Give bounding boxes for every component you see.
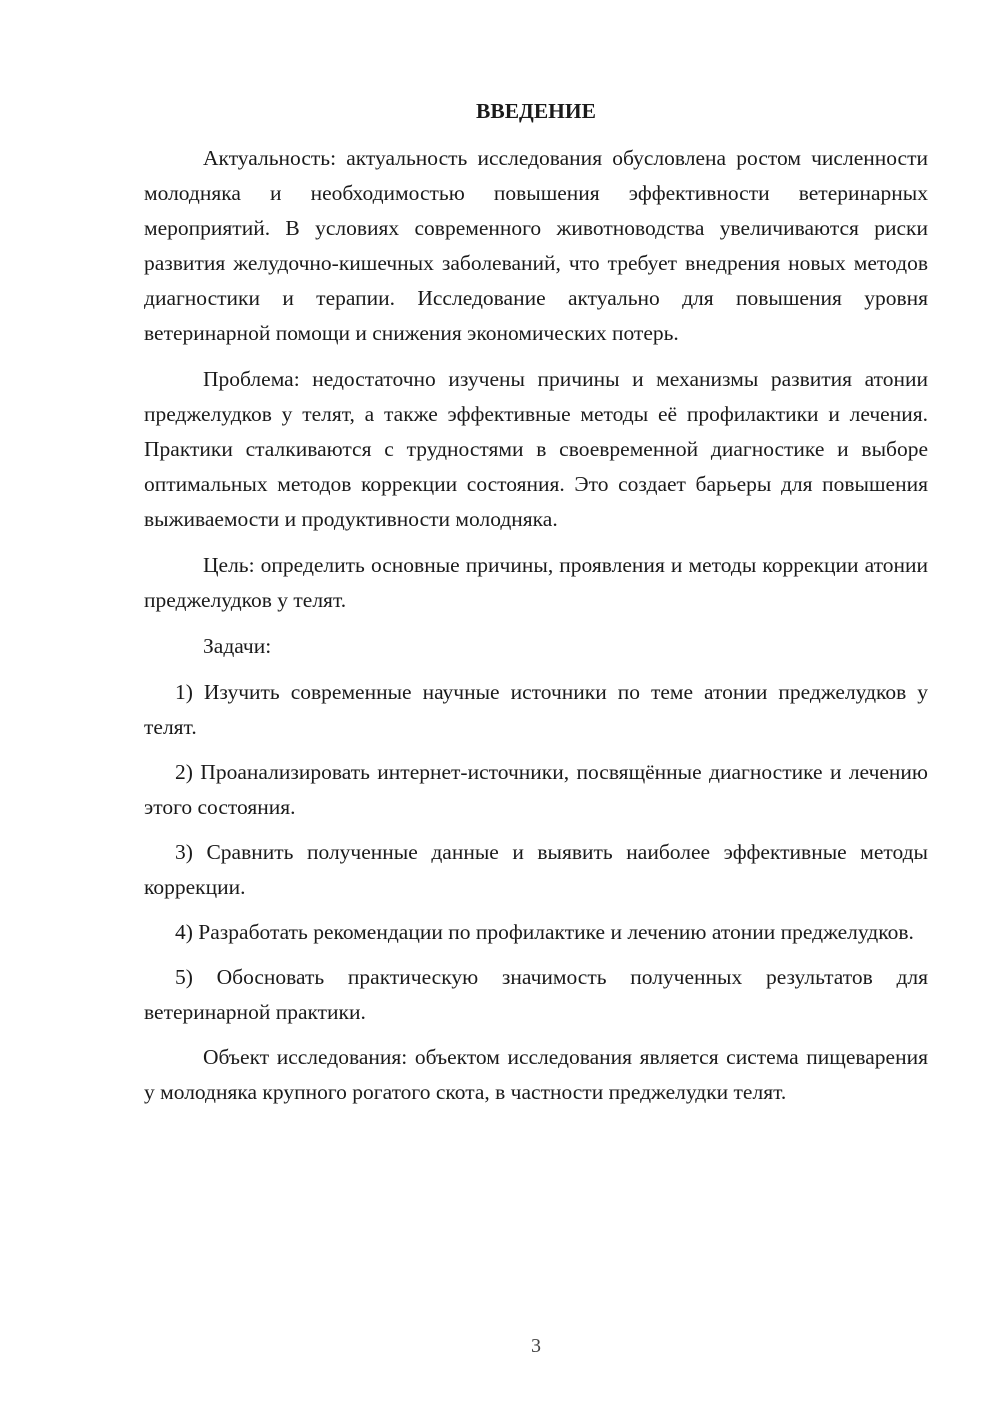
page-number: 3	[531, 1335, 541, 1357]
tasks-heading: Задачи:	[203, 634, 272, 658]
task-item-4: 4) Разработать рекомендации по профилактике и лечению атонии преджелудков.	[175, 920, 914, 944]
paragraph-relevance: Актуальность: актуальность исследования обусловлена ростом численности молодняка и необходимостью повышения эффективности ветеринарных мероприятий. В условиях современного животноводства увеличиваются риски развития желудочно-кишечных заболеваний, что требует внедрения новых методов диагностики и терапии. Исследование актуально для повышения уровня ветеринарной помощи и снижения экономических потерь.	[144, 146, 928, 345]
paragraph-goal: Цель: определить основные причины, проявления и методы коррекции атонии преджелудков у телят.	[144, 553, 928, 612]
task-item-3: 3) Сравнить полученные данные и выявить наиболее эффективные методы коррекции.	[144, 840, 928, 899]
task-item-5: 5) Обосновать практическую значимость полученных результатов для ветеринарной практики.	[144, 965, 928, 1024]
paragraph-object: Объект исследования: объектом исследования является система пищеварения у молодняка крупного рогатого скота, в частности преджелудки телят.	[144, 1045, 928, 1104]
document-body	[144, 94, 928, 1121]
task-item-1: 1) Изучить современные научные источники по теме атонии преджелудков у телят.	[144, 680, 928, 739]
paragraph-problem: Проблема: недостаточно изучены причины и механизмы развития атонии преджелудков у телят, а также эффективные методы её профилактики и лечения. Практики сталкиваются с трудностями в своевременной диагностике и выборе оптимальных методов коррекции состояния. Это создает барьеры для повышения выживаемости и продуктивности молодняка.	[144, 367, 928, 531]
section-title: ВВЕДЕНИЕ	[476, 99, 596, 123]
task-item-2: 2) Проанализировать интернет-источники, посвящённые диагностике и лечению этого состояния.	[144, 760, 928, 819]
